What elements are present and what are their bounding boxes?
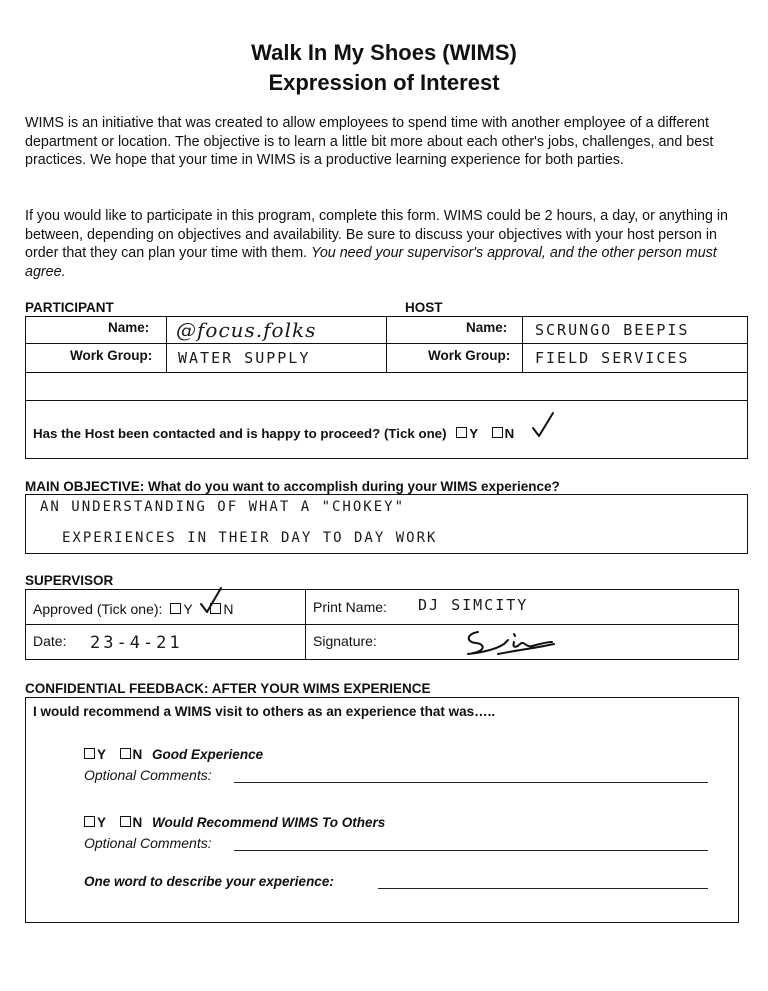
feedback-intro: I would recommend a WIMS visit to others as an experience that was…..: [33, 704, 496, 719]
feedback-heading: CONFIDENTIAL FEEDBACK: AFTER YOUR WIMS EXPERIENCE: [25, 681, 431, 696]
one-word-line[interactable]: [378, 888, 708, 889]
approved-yes-label: Y: [183, 601, 193, 617]
approved-no-label: N: [223, 601, 234, 617]
good-experience-yes-checkbox[interactable]: [84, 748, 95, 759]
form-subtitle: Expression of Interest: [268, 70, 500, 95]
good-experience-yes-label: Y: [97, 747, 106, 762]
host-name-field[interactable]: SCRUNGO BEEPIS: [535, 321, 690, 339]
recommend-no-checkbox[interactable]: [120, 816, 131, 827]
date-field[interactable]: 23-4-21: [90, 633, 183, 653]
print-name-label: Print Name:: [313, 599, 387, 615]
host-contacted-tick-mark: [530, 410, 556, 440]
recommend-yes-checkbox[interactable]: [84, 816, 95, 827]
print-name-field[interactable]: DJ SIMCITY: [418, 596, 529, 614]
host-contacted-question: Has the Host been contacted and is happy to proceed? (Tick one): [33, 426, 447, 441]
approved-tick-mark: [198, 585, 224, 615]
optional-comments-label-1: Optional Comments:: [84, 767, 212, 783]
participant-name-field[interactable]: @focus.folks: [176, 318, 317, 342]
participant-heading: PARTICIPANT: [25, 300, 114, 315]
good-experience-row: [84, 747, 263, 762]
approved-label: Approved (Tick one):: [33, 601, 163, 617]
recommend-row: [84, 815, 385, 830]
participant-work-group-label: Work Group:: [70, 348, 153, 363]
intro-paragraph-2: [25, 207, 745, 281]
intro-paragraph-2-text: If you would like to participate in this program, complete this form. WIMS could be 2 hours, a day, or anything in between, depending on objectives and availability. Be sure to discuss your objectives with your host person in order that they can plan your time with them.: [25, 208, 728, 262]
recommend-yes-label: Y: [97, 815, 106, 830]
form-title: Walk In My Shoes (WIMS): [251, 40, 517, 65]
signature-label: Signature:: [313, 633, 377, 649]
one-word-label: One word to describe your experience:: [84, 874, 334, 889]
good-experience-no-label: N: [132, 747, 143, 762]
signature-scribble[interactable]: [458, 626, 558, 660]
supervisor-heading: SUPERVISOR: [25, 573, 114, 588]
host-contacted-no-label: N: [504, 426, 515, 441]
participant-name-label: Name:: [108, 320, 150, 335]
main-objective-heading: MAIN OBJECTIVE: What do you want to accomplish during your WIMS experience?: [25, 479, 560, 494]
optional-comments-label-2: Optional Comments:: [84, 835, 212, 851]
date-label: Date:: [33, 633, 67, 649]
main-objective-line-1[interactable]: AN UNDERSTANDING OF WHAT A "CHOKEY": [40, 499, 406, 515]
feedback-box: [25, 697, 739, 923]
host-contacted-no-checkbox[interactable]: [492, 427, 503, 438]
approved-yes-checkbox[interactable]: [170, 603, 181, 614]
host-name-label: Name:: [466, 320, 508, 335]
main-objective-line-2[interactable]: EXPERIENCES IN THEIR DAY TO DAY WORK: [62, 530, 438, 546]
optional-comments-line-1[interactable]: [234, 782, 708, 783]
good-experience-question: Good Experience: [152, 747, 264, 762]
host-heading: HOST: [405, 300, 443, 315]
host-contacted-row: [33, 426, 514, 441]
intro-paragraph-2-italic: You need your supervisor's approval, and the other person must agree.: [25, 245, 717, 280]
host-contacted-yes-checkbox[interactable]: [456, 427, 467, 438]
good-experience-no-checkbox[interactable]: [120, 748, 131, 759]
host-work-group-field[interactable]: FIELD SERVICES: [535, 349, 690, 367]
optional-comments-line-2[interactable]: [234, 850, 708, 851]
participant-work-group-field[interactable]: WATER SUPPLY: [178, 349, 311, 367]
intro-paragraph-1: WIMS is an initiative that was created to allow employees to spend time with another employee of a different department or location. The objective is to learn a little bit more about each other's jobs, challenges, and best practices. We hope that your time in WIMS is a productive learning experience for both parties.: [25, 115, 714, 169]
recommend-question: Would Recommend WIMS To Others: [152, 815, 386, 830]
host-work-group-label: Work Group:: [428, 348, 511, 363]
recommend-no-label: N: [132, 815, 143, 830]
host-contacted-yes-label: Y: [469, 426, 478, 441]
